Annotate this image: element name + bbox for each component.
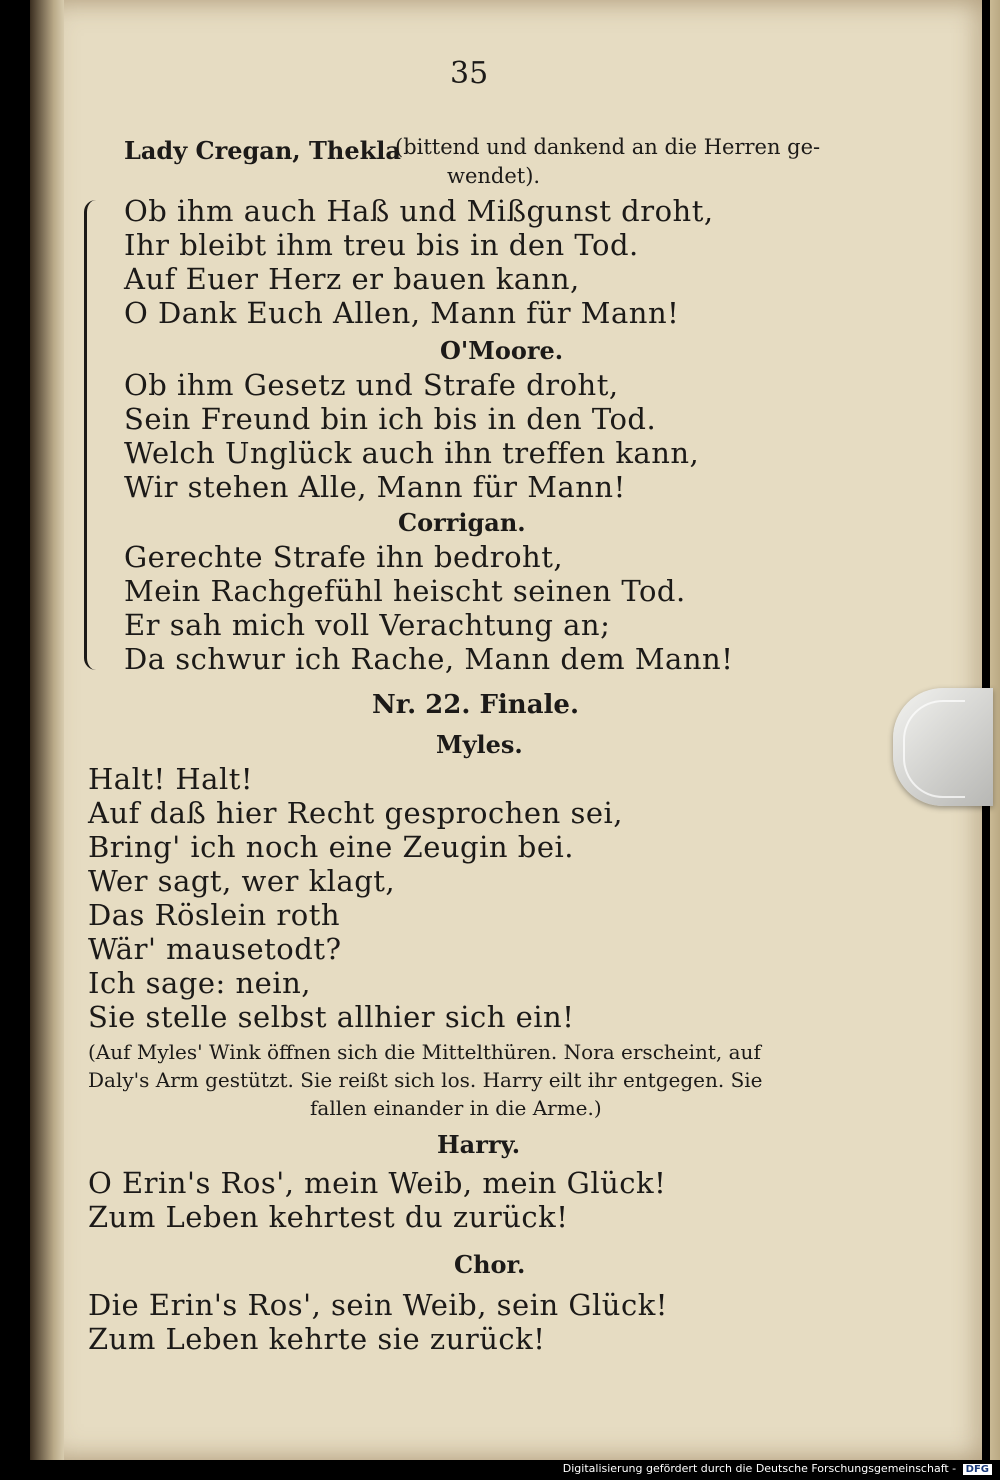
- speaker-heading: Corrigan.: [398, 508, 526, 537]
- verse-line: Wer sagt, wer klagt,: [88, 864, 396, 898]
- verse-line: Bring' ich noch eine Zeugin bei.: [88, 830, 575, 864]
- speaker-heading: Lady Cregan, Thekla: [124, 136, 401, 165]
- verse-line: Halt! Halt!: [88, 762, 254, 796]
- verse-line: Sein Freund bin ich bis in den Tod.: [124, 402, 657, 436]
- footer-credit: [563, 1462, 992, 1475]
- footer-credit-text: Digitalisierung gefördert durch die Deutsche Forschungsgemeinschaft -: [562, 1462, 957, 1475]
- verse-line: Welch Unglück auch ihn treffen kann,: [124, 436, 700, 470]
- speaker-heading: Chor.: [454, 1250, 526, 1279]
- verse-line: Da schwur ich Rache, Mann dem Mann!: [124, 642, 734, 676]
- verse-line: Die Erin's Ros', sein Weib, sein Glück!: [88, 1288, 668, 1322]
- verse-line: Das Röslein roth: [88, 898, 341, 932]
- stage-direction: Daly's Arm gestützt. Sie reißt sich los. Harry eilt ihr entgegen. Sie: [88, 1068, 763, 1092]
- verse-line: Gerechte Strafe ihn bedroht,: [124, 540, 564, 574]
- verse-line: Ich sage: nein,: [88, 966, 311, 1000]
- speaker-heading: O'Moore.: [440, 336, 564, 365]
- stage-direction: (Auf Myles' Wink öffnen sich die Mittelthüren. Nora erscheint, auf: [88, 1040, 761, 1064]
- verse-line: Zum Leben kehrtest du zurück!: [88, 1200, 569, 1234]
- verse-line: Sie stelle selbst allhier sich ein!: [88, 1000, 575, 1034]
- stage-direction: fallen einander in die Arme.): [310, 1096, 602, 1120]
- verse-line: O Dank Euch Allen, Mann für Mann!: [124, 296, 680, 330]
- verse-line: Ob ihm Gesetz und Strafe droht,: [124, 368, 619, 402]
- verse-line: Auf daß hier Recht gesprochen sei,: [88, 796, 624, 830]
- book-gutter: [30, 0, 64, 1460]
- verse-line: O Erin's Ros', mein Weib, mein Glück!: [88, 1166, 667, 1200]
- verse-line: Ihr bleibt ihm treu bis in den Tod.: [124, 228, 639, 262]
- page-clip: [893, 688, 993, 806]
- verse-brace: [84, 200, 103, 670]
- verse-line: Zum Leben kehrte sie zurück!: [88, 1322, 546, 1356]
- stage-direction: wendet).: [447, 164, 541, 188]
- verse-line: Wär' mausetodt?: [88, 932, 342, 966]
- dfg-logo-icon: DFG: [963, 1464, 992, 1475]
- verse-line: Mein Rachgefühl heischt seinen Tod.: [124, 574, 686, 608]
- stage-direction: (bittend und dankend an die Herren ge-: [395, 135, 821, 159]
- verse-line: Ob ihm auch Haß und Mißgunst droht,: [124, 194, 714, 228]
- page-number: 35: [450, 56, 489, 91]
- speaker-heading: Harry.: [437, 1130, 521, 1159]
- verse-line: Er sah mich voll Verachtung an;: [124, 608, 611, 642]
- speaker-heading: Myles.: [436, 730, 523, 759]
- number-title: Nr. 22. Finale.: [372, 690, 580, 720]
- verse-line: Wir stehen Alle, Mann für Mann!: [124, 470, 626, 504]
- verse-line: Auf Euer Herz er bauen kann,: [124, 262, 580, 296]
